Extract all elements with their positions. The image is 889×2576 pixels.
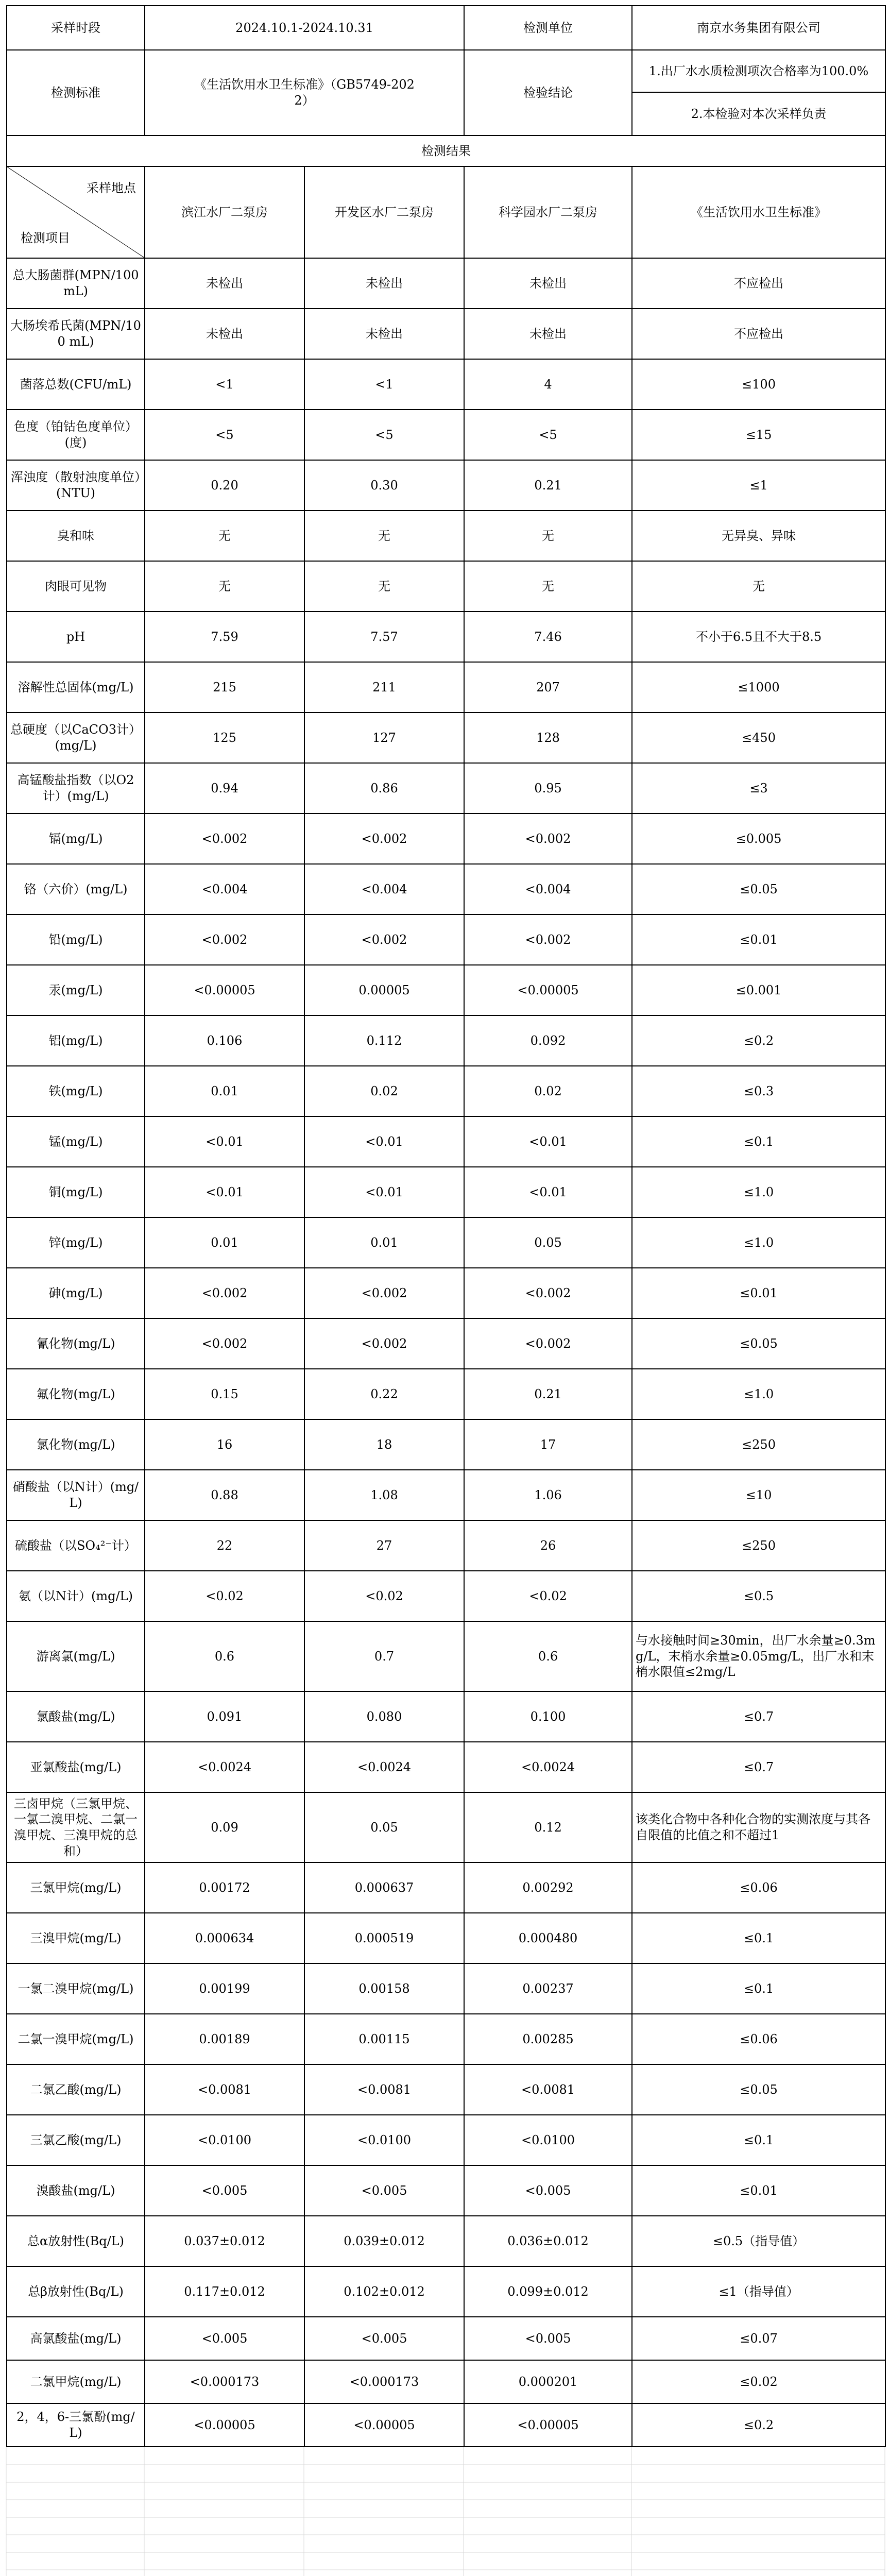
test-item-name: pH — [7, 612, 145, 662]
test-item-name: 二氯乙酸(mg/L) — [7, 2064, 145, 2115]
measured-value-cell: 0.01 — [145, 1066, 304, 1116]
measured-value-cell: 0.95 — [464, 763, 632, 814]
measured-value-cell: 7.46 — [464, 612, 632, 662]
test-item-name: 亚氯酸盐(mg/L) — [7, 1742, 145, 1792]
table-row — [7, 1520, 885, 1571]
measured-value-cell: <0.01 — [304, 1116, 464, 1167]
test-item-name: 溴酸盐(mg/L) — [7, 2165, 145, 2216]
measured-value-cell: <0.002 — [145, 914, 304, 965]
measured-value-cell: <0.00005 — [145, 2403, 304, 2447]
test-item-name: 硝酸盐（以N计）(mg/L) — [7, 1470, 145, 1520]
test-item-name: 臭和味 — [7, 511, 145, 561]
test-item-name: 砷(mg/L) — [7, 1268, 145, 1318]
measured-value-cell: <0.002 — [145, 1268, 304, 1318]
test-item-name: 铁(mg/L) — [7, 1066, 145, 1116]
measured-value-cell: <0.01 — [464, 1167, 632, 1217]
measured-value-cell: 0.20 — [145, 460, 304, 511]
measured-value-cell: 未检出 — [304, 309, 464, 359]
measured-value-cell: 0.94 — [145, 763, 304, 814]
table-row — [7, 1470, 885, 1520]
measured-value-cell: 0.15 — [145, 1369, 304, 1419]
measured-value-cell: <0.005 — [464, 2165, 632, 2216]
measured-value-cell: <0.005 — [304, 2165, 464, 2216]
measured-value-cell: 0.01 — [145, 1217, 304, 1268]
measured-value-cell: <0.0100 — [145, 2115, 304, 2165]
measured-value-cell: <0.000173 — [145, 2360, 304, 2403]
measured-value-cell: 0.6 — [464, 1621, 632, 1691]
measured-value-cell: 0.000634 — [145, 1913, 304, 1963]
test-item-name: 溶解性总固体(mg/L) — [7, 662, 145, 713]
measured-value-cell: 27 — [304, 1520, 464, 1571]
measured-value-cell: 未检出 — [464, 309, 632, 359]
table-row — [7, 864, 885, 914]
column-header: 滨江水厂二泵房 — [145, 166, 304, 258]
standard-limit-cell: ≤0.05 — [632, 864, 885, 914]
test-item-name: 二氯甲烷(mg/L) — [7, 2360, 145, 2403]
standard-limit-cell: ≤100 — [632, 359, 885, 410]
test-item-name: 铅(mg/L) — [7, 914, 145, 965]
measured-value-cell: 0.22 — [304, 1369, 464, 1419]
measured-value-cell: 0.88 — [145, 1470, 304, 1520]
standard-limit-cell: ≤1（指导值） — [632, 2266, 885, 2317]
test-item-name: 铬（六价）(mg/L) — [7, 864, 145, 914]
test-item-name: 硫酸盐（以SO₄²⁻计） — [7, 1520, 145, 1571]
standard-limit-cell: ≤0.5 — [632, 1571, 885, 1621]
measured-value-cell: <0.0081 — [145, 2064, 304, 2115]
measured-value-cell: 0.112 — [304, 1015, 464, 1066]
header-row-period — [7, 6, 885, 50]
measured-value-cell: 无 — [304, 511, 464, 561]
table-row — [7, 1268, 885, 1318]
standard-value: 《生活饮用水卫生标准》（GB5749-2022） — [145, 50, 464, 135]
measured-value-cell: <0.005 — [145, 2317, 304, 2360]
measured-value-cell: <0.004 — [304, 864, 464, 914]
measured-value-cell: <0.000173 — [304, 2360, 464, 2403]
table-row — [7, 1015, 885, 1066]
measured-value-cell: 0.00199 — [145, 1963, 304, 2014]
standard-limit-cell: ≤0.7 — [632, 1742, 885, 1792]
standard-limit-cell: ≤0.06 — [632, 1862, 885, 1913]
standard-limit-cell: ≤0.1 — [632, 2115, 885, 2165]
standard-limit-cell: ≤1.0 — [632, 1369, 885, 1419]
measured-value-cell: <5 — [145, 410, 304, 460]
standard-limit-cell: ≤0.2 — [632, 2403, 885, 2447]
table-row — [7, 460, 885, 511]
table-row — [7, 309, 885, 359]
corner-test-item: 检测项目 — [21, 231, 70, 246]
table-row — [7, 1419, 885, 1470]
measured-value-cell: 17 — [464, 1419, 632, 1470]
measured-value-cell: 0.00158 — [304, 1963, 464, 2014]
table-row — [7, 359, 885, 410]
measured-value-cell: 7.59 — [145, 612, 304, 662]
test-item-name: 肉眼可见物 — [7, 561, 145, 612]
standard-limit-cell: ≤0.01 — [632, 914, 885, 965]
measured-value-cell: 0.30 — [304, 460, 464, 511]
standard-limit-cell: ≤15 — [632, 410, 885, 460]
measured-value-cell: <0.00005 — [304, 2403, 464, 2447]
measured-value-cell: <0.002 — [304, 914, 464, 965]
measured-value-cell: 0.00292 — [464, 1862, 632, 1913]
test-item-name: 三溴甲烷(mg/L) — [7, 1913, 145, 1963]
measured-value-cell: 无 — [145, 511, 304, 561]
measured-value-cell: 127 — [304, 713, 464, 763]
measured-value-cell: 16 — [145, 1419, 304, 1470]
standard-limit-cell: ≤0.001 — [632, 965, 885, 1015]
standard-limit-cell: 与水接触时间≥30min，出厂水余量≥0.3mg/L，末梢水余量≥0.05mg/L，出厂水和末梢水限值≤2mg/L — [632, 1621, 885, 1691]
standard-limit-cell: ≤0.5（指导值） — [632, 2216, 885, 2266]
table-row — [7, 1621, 885, 1691]
column-header-row — [7, 166, 885, 258]
column-header: 开发区水厂二泵房 — [304, 166, 464, 258]
test-item-name: 铜(mg/L) — [7, 1167, 145, 1217]
table-row — [7, 2014, 885, 2064]
table-row — [7, 410, 885, 460]
table-row — [7, 1792, 885, 1862]
standard-limit-cell: ≤1.0 — [632, 1167, 885, 1217]
measured-value-cell: <0.02 — [464, 1571, 632, 1621]
measured-value-cell: 0.106 — [145, 1015, 304, 1066]
measured-value-cell: <0.01 — [464, 1116, 632, 1167]
measured-value-cell: 0.02 — [304, 1066, 464, 1116]
measured-value-cell: 0.036±0.012 — [464, 2216, 632, 2266]
table-row — [7, 1913, 885, 1963]
table-row — [7, 1742, 885, 1792]
measured-value-cell: <5 — [304, 410, 464, 460]
test-item-name: 总α放射性(Bq/L) — [7, 2216, 145, 2266]
measured-value-cell: <0.002 — [464, 914, 632, 965]
measured-value-cell: <0.002 — [145, 1318, 304, 1369]
standard-limit-cell: ≤0.05 — [632, 2064, 885, 2115]
standard-limit-cell: ≤0.01 — [632, 1268, 885, 1318]
unit-value: 南京水务集团有限公司 — [632, 6, 885, 50]
test-item-name: 氰化物(mg/L) — [7, 1318, 145, 1369]
test-item-name: 氟化物(mg/L) — [7, 1369, 145, 1419]
standard-limit-cell: ≤0.01 — [632, 2165, 885, 2216]
table-row — [7, 814, 885, 864]
measured-value-cell: <0.0100 — [304, 2115, 464, 2165]
conclusion-line-2: 2.本检验对本次采样负责 — [632, 92, 885, 135]
measured-value-cell: 0.12 — [464, 1792, 632, 1862]
measured-value-cell: 0.21 — [464, 1369, 632, 1419]
measured-value-cell: <0.002 — [464, 1318, 632, 1369]
table-row — [7, 561, 885, 612]
measured-value-cell: 0.05 — [464, 1217, 632, 1268]
measured-value-cell: <0.005 — [464, 2317, 632, 2360]
standard-limit-cell: 无 — [632, 561, 885, 612]
measured-value-cell: 0.117±0.012 — [145, 2266, 304, 2317]
test-item-name: 汞(mg/L) — [7, 965, 145, 1015]
measured-value-cell: <1 — [304, 359, 464, 410]
standard-limit-cell: 不应检出 — [632, 309, 885, 359]
table-row — [7, 258, 885, 309]
table-row — [7, 914, 885, 965]
test-item-name: 三卤甲烷（三氯甲烷、一氯二溴甲烷、二氯一溴甲烷、三溴甲烷的总和） — [7, 1792, 145, 1862]
measured-value-cell: 0.00189 — [145, 2014, 304, 2064]
measured-value-cell: 0.00115 — [304, 2014, 464, 2064]
table-row — [7, 2165, 885, 2216]
measured-value-cell: 128 — [464, 713, 632, 763]
test-item-name: 总β放射性(Bq/L) — [7, 2266, 145, 2317]
measured-value-cell: 4 — [464, 359, 632, 410]
table-row — [7, 763, 885, 814]
standard-limit-cell: ≤0.1 — [632, 1913, 885, 1963]
table-row — [7, 1571, 885, 1621]
measured-value-cell: <0.004 — [145, 864, 304, 914]
standard-limit-cell: ≤0.2 — [632, 1015, 885, 1066]
test-item-name: 氯酸盐(mg/L) — [7, 1691, 145, 1742]
column-header: 《生活饮用水卫生标准》 — [632, 166, 885, 258]
standard-limit-cell: ≤1 — [632, 460, 885, 511]
standard-label: 检测标准 — [7, 50, 145, 135]
standard-limit-cell: ≤10 — [632, 1470, 885, 1520]
table-row — [7, 1167, 885, 1217]
measured-value-cell: <1 — [145, 359, 304, 410]
measured-value-cell: 211 — [304, 662, 464, 713]
measured-value-cell: <5 — [464, 410, 632, 460]
measured-value-cell: 0.000480 — [464, 1913, 632, 1963]
table-row — [7, 2360, 885, 2403]
test-item-name: 色度（铂钴色度单位）(度) — [7, 410, 145, 460]
measured-value-cell: <0.002 — [304, 1318, 464, 1369]
measured-value-cell: 0.000201 — [464, 2360, 632, 2403]
measured-value-cell: 0.6 — [145, 1621, 304, 1691]
measured-value-cell: <0.0024 — [145, 1742, 304, 1792]
standard-limit-cell: ≤450 — [632, 713, 885, 763]
results-title: 检测结果 — [7, 135, 885, 166]
test-item-name: 菌落总数(CFU/mL) — [7, 359, 145, 410]
test-item-name: 氨（以N计）(mg/L) — [7, 1571, 145, 1621]
test-item-name: 三氯甲烷(mg/L) — [7, 1862, 145, 1913]
test-item-name: 大肠埃希氏菌(MPN/100 mL) — [7, 309, 145, 359]
test-item-name: 高氯酸盐(mg/L) — [7, 2317, 145, 2360]
measured-value-cell: <0.005 — [145, 2165, 304, 2216]
measured-value-cell: 0.7 — [304, 1621, 464, 1691]
measured-value-cell: 未检出 — [145, 309, 304, 359]
test-item-name: 二氯一溴甲烷(mg/L) — [7, 2014, 145, 2064]
table-row — [7, 965, 885, 1015]
measured-value-cell: 0.01 — [304, 1217, 464, 1268]
standard-limit-cell: ≤250 — [632, 1419, 885, 1470]
test-item-name: 氯化物(mg/L) — [7, 1419, 145, 1470]
measured-value-cell: 未检出 — [464, 258, 632, 309]
measured-value-cell: 0.100 — [464, 1691, 632, 1742]
header-row-standard — [7, 50, 885, 92]
test-item-name: 镉(mg/L) — [7, 814, 145, 864]
results-title-row — [7, 135, 885, 166]
standard-limit-cell: ≤0.02 — [632, 2360, 885, 2403]
table-row — [7, 2216, 885, 2266]
measured-value-cell: 0.02 — [464, 1066, 632, 1116]
measured-value-cell: 0.099±0.012 — [464, 2266, 632, 2317]
standard-limit-cell: ≤3 — [632, 763, 885, 814]
table-row — [7, 1116, 885, 1167]
measured-value-cell: 0.09 — [145, 1792, 304, 1862]
measured-value-cell: <0.002 — [304, 814, 464, 864]
measured-value-cell: <0.0081 — [464, 2064, 632, 2115]
measured-value-cell: 无 — [304, 561, 464, 612]
table-row — [7, 2064, 885, 2115]
measured-value-cell: <0.01 — [145, 1167, 304, 1217]
standard-limit-cell: ≤1000 — [632, 662, 885, 713]
measured-value-cell: 0.86 — [304, 763, 464, 814]
measured-value-cell: <0.0100 — [464, 2115, 632, 2165]
period-value: 2024.10.1-2024.10.31 — [145, 6, 464, 50]
standard-limit-cell: ≤0.1 — [632, 1963, 885, 2014]
measured-value-cell: 无 — [464, 561, 632, 612]
measured-value-cell: <0.02 — [304, 1571, 464, 1621]
measured-value-cell: 0.21 — [464, 460, 632, 511]
table-row — [7, 1691, 885, 1742]
table-row — [7, 2115, 885, 2165]
measured-value-cell: <0.02 — [145, 1571, 304, 1621]
measured-value-cell: <0.002 — [304, 1268, 464, 1318]
table-row — [7, 1318, 885, 1369]
test-item-name: 锌(mg/L) — [7, 1217, 145, 1268]
measured-value-cell: 1.06 — [464, 1470, 632, 1520]
table-row — [7, 1963, 885, 2014]
measured-value-cell: 22 — [145, 1520, 304, 1571]
water-quality-report-table — [6, 5, 886, 2447]
measured-value-cell: <0.0024 — [304, 1742, 464, 1792]
test-item-name: 总大肠菌群(MPN/100 mL) — [7, 258, 145, 309]
measured-value-cell: 207 — [464, 662, 632, 713]
measured-value-cell: 215 — [145, 662, 304, 713]
test-item-name: 总硬度（以CaCO3计）(mg/L) — [7, 713, 145, 763]
table-row — [7, 662, 885, 713]
measured-value-cell: <0.004 — [464, 864, 632, 914]
measured-value-cell: 0.091 — [145, 1691, 304, 1742]
table-row — [7, 713, 885, 763]
measured-value-cell: 7.57 — [304, 612, 464, 662]
table-row — [7, 1369, 885, 1419]
measured-value-cell: <0.01 — [145, 1116, 304, 1167]
table-row — [7, 2403, 885, 2447]
measured-value-cell: 0.080 — [304, 1691, 464, 1742]
measured-value-cell: 0.102±0.012 — [304, 2266, 464, 2317]
measured-value-cell: <0.005 — [304, 2317, 464, 2360]
test-item-name: 高锰酸盐指数（以O2计）(mg/L) — [7, 763, 145, 814]
diagonal-header-cell — [7, 166, 145, 258]
standard-limit-cell: 无异臭、异味 — [632, 511, 885, 561]
measured-value-cell: <0.002 — [464, 814, 632, 864]
standard-limit-cell: ≤0.06 — [632, 2014, 885, 2064]
measured-value-cell: 0.039±0.012 — [304, 2216, 464, 2266]
measured-value-cell: 0.00237 — [464, 1963, 632, 2014]
measured-value-cell: 26 — [464, 1520, 632, 1571]
test-item-name: 一氯二溴甲烷(mg/L) — [7, 1963, 145, 2014]
standard-limit-cell: 该类化合物中各种化合物的实测浓度与其各自限值的比值之和不超过1 — [632, 1792, 885, 1862]
period-label: 采样时段 — [7, 6, 145, 50]
measured-value-cell: 125 — [145, 713, 304, 763]
measured-value-cell: 无 — [464, 511, 632, 561]
standard-limit-cell: ≤0.05 — [632, 1318, 885, 1369]
measured-value-cell: <0.002 — [464, 1268, 632, 1318]
table-row — [7, 612, 885, 662]
conclusion-label: 检验结论 — [464, 50, 632, 135]
measured-value-cell: <0.01 — [304, 1167, 464, 1217]
table-row — [7, 511, 885, 561]
measured-value-cell: 0.00285 — [464, 2014, 632, 2064]
unit-label: 检测单位 — [464, 6, 632, 50]
corner-sampling-location: 采样地点 — [87, 181, 136, 195]
measured-value-cell: <0.00005 — [464, 2403, 632, 2447]
table-row — [7, 2317, 885, 2360]
measured-value-cell: <0.0081 — [304, 2064, 464, 2115]
conclusion-line-1: 1.出厂水水质检测项次合格率为100.0% — [632, 50, 885, 92]
standard-limit-cell: ≤0.3 — [632, 1066, 885, 1116]
measured-value-cell: <0.0024 — [464, 1742, 632, 1792]
standard-limit-cell: ≤0.07 — [632, 2317, 885, 2360]
column-header: 科学园水厂二泵房 — [464, 166, 632, 258]
measured-value-cell: 0.00005 — [304, 965, 464, 1015]
standard-limit-cell: 不小于6.5且不大于8.5 — [632, 612, 885, 662]
measured-value-cell: 18 — [304, 1419, 464, 1470]
measured-value-cell: <0.00005 — [145, 965, 304, 1015]
standard-limit-cell: ≤0.7 — [632, 1691, 885, 1742]
standard-limit-cell: 不应检出 — [632, 258, 885, 309]
measured-value-cell: 1.08 — [304, 1470, 464, 1520]
measured-value-cell: 无 — [145, 561, 304, 612]
measured-value-cell: 0.000637 — [304, 1862, 464, 1913]
measured-value-cell: 0.037±0.012 — [145, 2216, 304, 2266]
test-item-name: 锰(mg/L) — [7, 1116, 145, 1167]
measured-value-cell: 0.000519 — [304, 1913, 464, 1963]
test-item-name: 2，4，6-三氯酚(mg/L) — [7, 2403, 145, 2447]
measured-value-cell: 未检出 — [304, 258, 464, 309]
test-item-name: 游离氯(mg/L) — [7, 1621, 145, 1691]
measured-value-cell: 未检出 — [145, 258, 304, 309]
measured-value-cell: <0.00005 — [464, 965, 632, 1015]
standard-limit-cell: ≤0.005 — [632, 814, 885, 864]
measured-value-cell: 0.00172 — [145, 1862, 304, 1913]
standard-limit-cell: ≤0.1 — [632, 1116, 885, 1167]
measured-value-cell: <0.002 — [145, 814, 304, 864]
table-row — [7, 1217, 885, 1268]
test-item-name: 浑浊度（散射浊度单位）(NTU) — [7, 460, 145, 511]
measured-value-cell: 0.05 — [304, 1792, 464, 1862]
table-row — [7, 1862, 885, 1913]
table-row — [7, 1066, 885, 1116]
standard-limit-cell: ≤250 — [632, 1520, 885, 1571]
test-item-name: 三氯乙酸(mg/L) — [7, 2115, 145, 2165]
measured-value-cell: 0.092 — [464, 1015, 632, 1066]
test-item-name: 铝(mg/L) — [7, 1015, 145, 1066]
table-row — [7, 2266, 885, 2317]
standard-limit-cell: ≤1.0 — [632, 1217, 885, 1268]
